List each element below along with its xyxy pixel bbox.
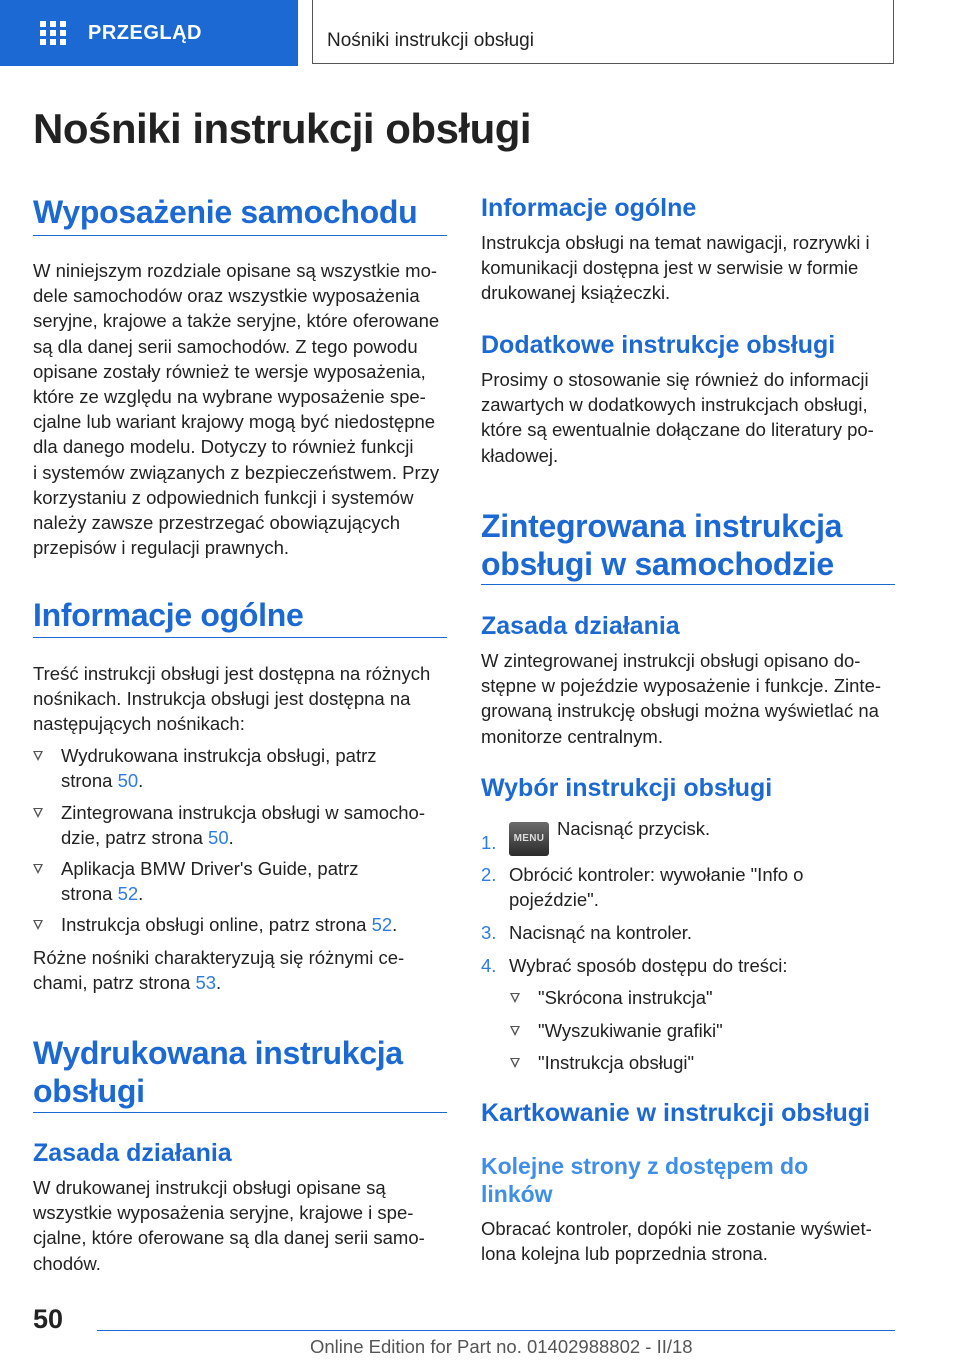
bullet-triangle-icon [510, 993, 520, 1003]
page-title: Nośniki instrukcji obsługi [33, 105, 532, 152]
media-differences-paragraph: Różne nośniki charakteryzują się różnymi ce- chami, patrz strona 53. [33, 947, 405, 994]
section-title-equipment: Wyposażenie samochodu [33, 194, 418, 230]
bullet-triangle-icon [33, 920, 43, 930]
list-item: Aplikacja BMW Driver's Guide, patrz strona 52. [33, 856, 447, 908]
subsection-title-principle: Zasada działania [33, 1139, 232, 1167]
subsection-title-select-manual: Wybór instrukcji obsługi [481, 774, 773, 802]
page-link[interactable]: 52 [371, 914, 393, 935]
subsection-title-additional-manuals: Dodatkowe instrukcje obsługi [481, 331, 836, 359]
breadcrumb [312, 0, 894, 64]
paging-paragraph: Obracać kontroler, dopóki nie zostanie wyświet- lona kolejna lub poprzednia strona. [481, 1218, 872, 1265]
page-link[interactable]: 50 [208, 827, 229, 849]
page-number: 50 [33, 1304, 64, 1334]
section-rule [33, 235, 447, 236]
bullet-triangle-icon [33, 864, 43, 874]
subsubsection-title-next-pages: Kolejne strony z dostępem do linków [481, 1153, 809, 1207]
overview-tab-label: PRZEGLĄD [88, 21, 202, 44]
list-item: "Instrukcja obsługi" [510, 1050, 895, 1077]
general-info-right-paragraph: Instrukcja obsługi na temat nawigacji, rozrywki i komunikacji dostępna jest w serwisie w formie drukowanej książeczki. [481, 232, 870, 304]
section-rule [33, 1112, 447, 1113]
subsection-title-principle-integrated: Zasada działania [481, 612, 680, 640]
additional-manuals-paragraph: Prosimy o stosowanie się również do informacji zawartych w dodatkowych instrukcjach obsługi, które są ewentualnie dołączane do literatury po- kładowej. [481, 369, 874, 466]
edition-footer: Online Edition for Part no. 01402988802 - II/18 [310, 1336, 693, 1357]
section-rule [33, 637, 447, 638]
step-item: 3. Nacisnąć na kontroler. [481, 922, 693, 943]
page-link[interactable]: 52 [117, 883, 139, 905]
bullet-triangle-icon [510, 1058, 520, 1068]
footer-rule [97, 1330, 895, 1331]
step-item: 2. Obrócić kontroler: wywołanie "Info o pojeździe". [481, 864, 804, 911]
page-link[interactable]: 53 [195, 972, 217, 994]
step-item: 1. MENU Nacisnąć przycisk. [481, 830, 895, 858]
general-info-paragraph: Treść instrukcji obsługi jest dostępna na różnych nośnikach. Instrukcja obsługi jest dostępna na następujących nośnikach: [33, 663, 431, 735]
page-link[interactable]: 50 [117, 770, 139, 792]
equipment-paragraph: W niniejszym rozdziale opisane są wszystkie mo- dele samochodów oraz wszystkie wyposażenia seryjne, krajowe a także seryjne, które oferowane są dla danej serii samochodów. Z tego powodu opisane zostały również te wersje wyposażenia, które ze względu na wybrane wyposażenie spe- cjalne lub wariant krajowy mogą być niedostępne dla danego modelu. Dotyczy to również funkcji i systemów związanych z bezpieczeństwem. Przy korzystaniu z odpowiednich funkcji i systemów należy zawsze przestrzegać obowiązujących przepisów i regulacji prawnych. [33, 260, 440, 559]
menu-button-icon[interactable]: MENU [509, 822, 549, 856]
top-bar [0, 0, 960, 66]
list-item: "Skrócona instrukcja" [510, 985, 895, 1012]
bullet-triangle-icon [33, 808, 43, 818]
section-title-general-info: Informacje ogólne [33, 597, 304, 633]
printed-manual-paragraph: W drukowanej instrukcji obsługi opisane są wszystkie wyposażenia seryjne, krajowe i spe- cjalne, które oferowane są dla danej serii samo- chodów. [33, 1177, 425, 1274]
integrated-manual-paragraph: W zintegrowanej instrukcji obsługi opisano do- stępne w pojeździe wyposażenie i funkcje. Zinte- growaną instrukcję obsługi można wyświetlać na monitorze centralnym. [481, 650, 882, 747]
list-item: Zintegrowana instrukcja obsługi w samocho- dzie, patrz strona 50. [33, 800, 447, 852]
list-item: "Wyszukiwanie grafiki" [510, 1018, 895, 1045]
section-title-printed-manual: Wydrukowana instrukcja obsługi [33, 1035, 403, 1109]
subsection-title-general-info: Informacje ogólne [481, 194, 697, 222]
section-rule [481, 584, 895, 585]
section-title-integrated-manual: Zintegrowana instrukcja obsługi w samochodzie [481, 508, 843, 582]
grid-menu-icon [40, 21, 66, 45]
overview-tab[interactable] [0, 0, 298, 66]
list-item: Wydrukowana instrukcja obsługi, patrz strona 50. [33, 743, 447, 795]
list-item: Instrukcja obsługi online, patrz strona 52. [33, 912, 447, 939]
bullet-triangle-icon [33, 751, 43, 761]
breadcrumb-label: Nośniki instrukcji obsługi [327, 30, 534, 51]
subsection-title-paging: Kartkowanie w instrukcji obsługi [481, 1099, 870, 1127]
bullet-triangle-icon [510, 1026, 520, 1036]
step-item: 4. Wybrać sposób dostępu do treści: [481, 955, 788, 976]
